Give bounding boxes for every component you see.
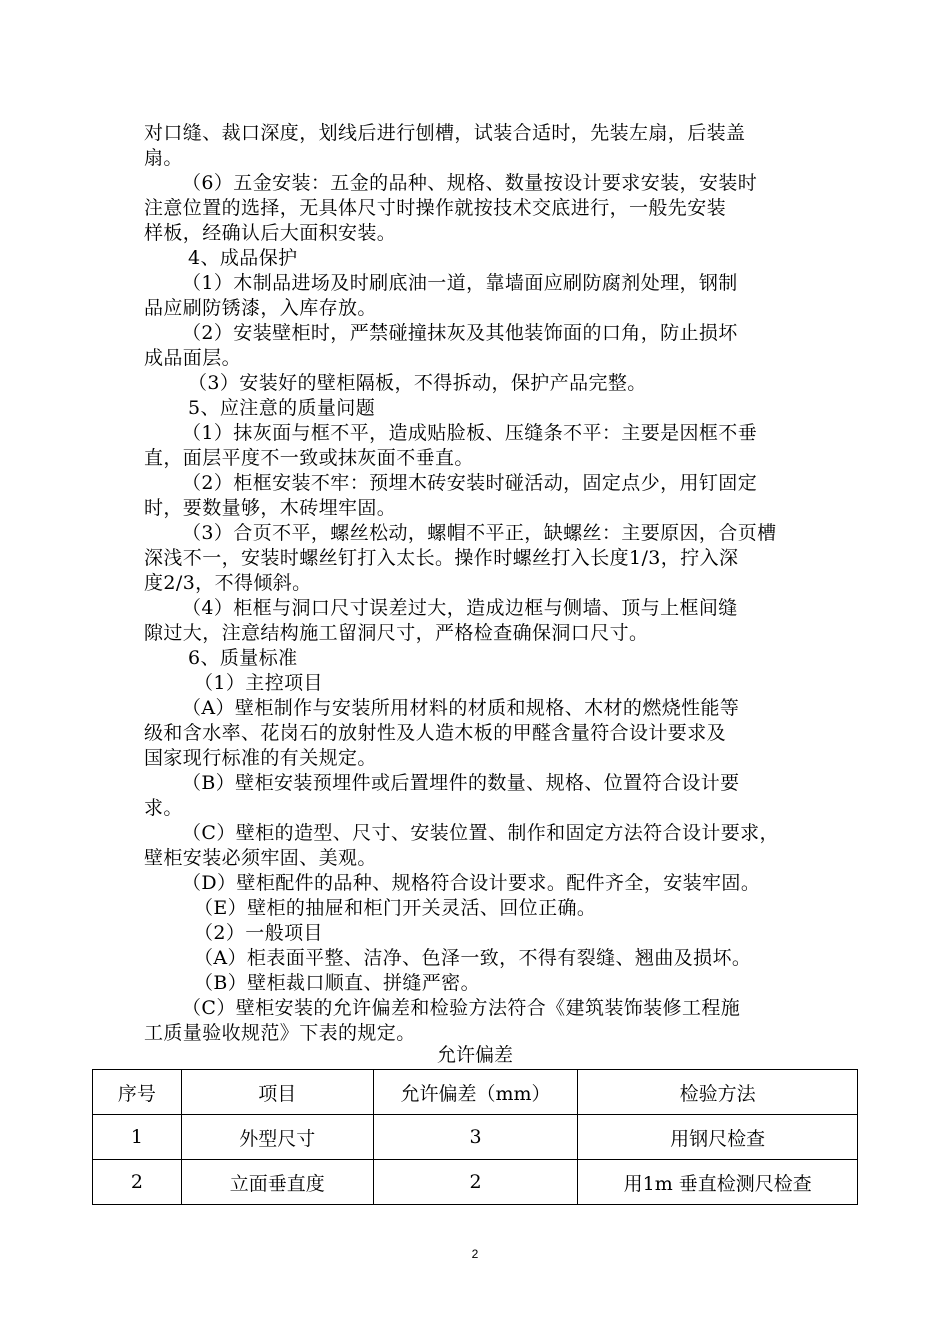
table-cell: 用钢尺检查 — [578, 1115, 858, 1160]
text-line: （A）柜表面平整、洁净、色泽一致，不得有裂缝、翘曲及损坏。 — [194, 947, 752, 969]
text-line: 直，面层平度不一致或抹灰面不垂直。 — [144, 447, 474, 469]
text-line: （B）壁柜安装预埋件或后置埋件的数量、规格、位置符合设计要 — [182, 772, 740, 794]
header-tolerance: 允许偏差（mm） — [373, 1070, 578, 1115]
text-line: （2）一般项目 — [194, 922, 323, 944]
text-line: （B）壁柜裁口顺直、拼缝严密。 — [194, 972, 480, 994]
table-cell: 2 — [93, 1160, 182, 1205]
text-line: 4、成品保护 — [188, 247, 298, 269]
text-line: 成品面层。 — [144, 347, 242, 369]
text-line: 5、应注意的质量问题 — [188, 397, 376, 419]
table-cell: 3 — [373, 1115, 578, 1160]
text-line: （1）木制品进场及时刷底油一道，靠墙面应刷防腐剂处理，钢制 — [182, 272, 738, 294]
text-line: （1）主控项目 — [194, 672, 323, 694]
header-item: 项目 — [181, 1070, 373, 1115]
text-line: 求。 — [144, 797, 183, 819]
text-line: 壁柜安装必须牢固、美观。 — [144, 847, 377, 869]
body-text — [144, 121, 824, 1046]
header-method: 检验方法 — [578, 1070, 858, 1115]
text-line: （E）壁柜的抽屉和柜门开关灵活、回位正确。 — [194, 897, 597, 919]
text-line: （2）安装壁柜时，严禁碰撞抹灰及其他装饰面的口角，防止损坏 — [182, 322, 738, 344]
table-row — [93, 1160, 858, 1205]
text-line: （A）壁柜制作与安装所用材料的材质和规格、木材的燃烧性能等 — [182, 697, 740, 719]
text-line: （D）壁柜配件的品种、规格符合设计要求。配件齐全，安装牢固。 — [182, 872, 761, 894]
table-cell: 外型尺寸 — [181, 1115, 373, 1160]
text-line: 工质量验收规范》下表的规定。 — [144, 1022, 416, 1044]
text-line: 时，要数量够，木砖埋牢固。 — [144, 497, 397, 519]
page-number: 2 — [471, 1247, 479, 1261]
table-cell: 用1m 垂直检测尺检查 — [578, 1160, 858, 1205]
table-cell: 立面垂直度 — [181, 1160, 373, 1205]
table-caption: 允许偏差 — [436, 1044, 513, 1066]
text-line: 样板，经确认后大面积安装。 — [144, 222, 397, 244]
text-line: 度2/3，不得倾斜。 — [144, 572, 312, 594]
text-line: （C）壁柜的造型、尺寸、安装位置、制作和固定方法符合设计要求， — [182, 822, 779, 844]
text-line: 品应刷防锈漆，入库存放。 — [144, 297, 377, 319]
text-line: 国家现行标准的有关规定。 — [144, 747, 377, 769]
text-line: 深浅不一，安装时螺丝钉打入太长。操作时螺丝打入长度1/3，拧入深 — [144, 547, 739, 569]
text-line: 隙过大，注意结构施工留洞尺寸，严格检查确保洞口尺寸。 — [144, 622, 649, 644]
tolerance-table — [92, 1069, 858, 1205]
text-line: （6）五金安装：五金的品种、规格、数量按设计要求安装，安装时 — [182, 172, 758, 194]
table-row — [93, 1115, 858, 1160]
table-header-row — [93, 1070, 858, 1115]
table-cell: 1 — [93, 1115, 182, 1160]
text-line: （4）柜框与洞口尺寸误差过大，造成边框与侧墙、顶与上框间缝 — [182, 597, 738, 619]
text-line: 对口缝、裁口深度，划线后进行刨槽，试装合适时，先装左扇，后装盖 — [144, 122, 746, 144]
text-line: （3）安装好的壁柜隔板，不得拆动，保护产品完整。 — [188, 372, 647, 394]
text-line: 级和含水率、花岗石的放射性及人造木板的甲醛含量符合设计要求及 — [144, 722, 727, 744]
text-line: 6、质量标准 — [188, 647, 298, 669]
text-line: 注意位置的选择，无具体尺寸时操作就按技术交底进行，一般先安装 — [144, 197, 727, 219]
text-line: （C）壁柜安装的允许偏差和检验方法符合《建筑装饰装修工程施 — [182, 997, 741, 1019]
table-cell: 2 — [373, 1160, 578, 1205]
header-index: 序号 — [93, 1070, 182, 1115]
text-line: 扇。 — [144, 147, 183, 169]
text-line: （3）合页不平，螺丝松动，螺帽不平正，缺螺丝：主要原因，合页槽 — [182, 522, 777, 544]
text-line: （1）抹灰面与框不平，造成贴脸板、压缝条不平：主要是因框不垂 — [182, 422, 758, 444]
text-line: （2）柜框安装不牢：预埋木砖安装时碰活动，固定点少，用钉固定 — [182, 472, 758, 494]
